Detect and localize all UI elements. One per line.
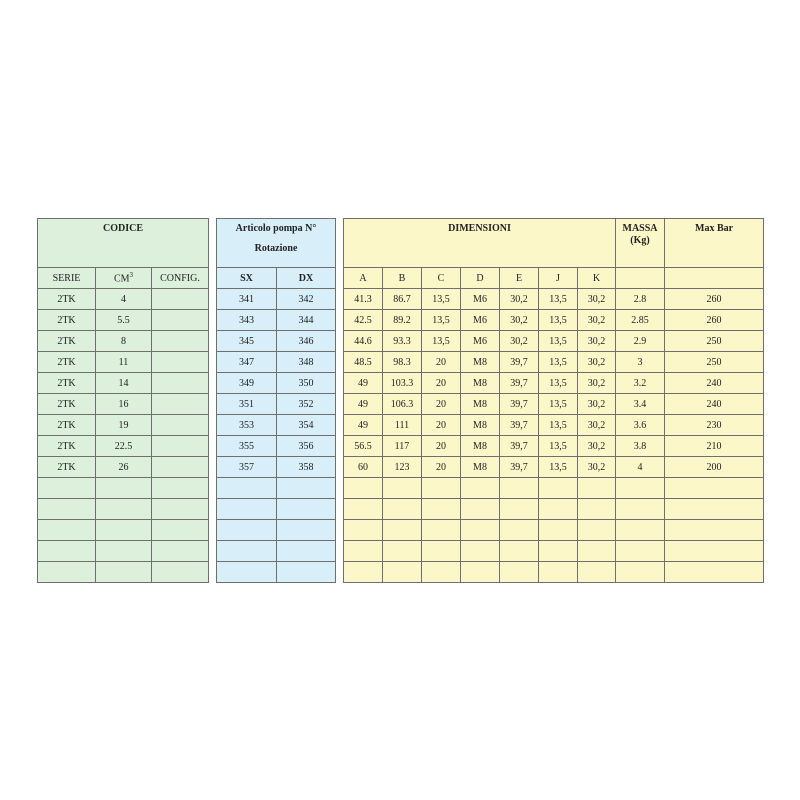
- codice-cell: [96, 520, 152, 541]
- dimensioni-cell: 39,7: [500, 352, 539, 373]
- articolo-cell: [277, 520, 336, 541]
- dimensioni-cell: 260: [665, 310, 764, 331]
- codice-cell: [152, 310, 209, 331]
- table-row: [217, 436, 336, 457]
- codice-cell: [152, 457, 209, 478]
- articolo-cell: 341: [217, 289, 277, 310]
- dimensioni-cell: 13,5: [539, 373, 578, 394]
- header-serie: SERIE: [38, 268, 96, 289]
- articolo-cell: [217, 520, 277, 541]
- table-row: [38, 331, 209, 352]
- dimensioni-cell: 4: [616, 457, 665, 478]
- dimensioni-cell: 30,2: [500, 331, 539, 352]
- table-row: [38, 394, 209, 415]
- dimensioni-cell: 106.3: [383, 394, 422, 415]
- dimensioni-cell: M8: [461, 352, 500, 373]
- table-row: [217, 541, 336, 562]
- codice-cell: [38, 541, 96, 562]
- codice-cell: 2TK: [38, 331, 96, 352]
- dimensioni-cell: 20: [422, 436, 461, 457]
- dimensioni-cell: [422, 499, 461, 520]
- codice-cell: 19: [96, 415, 152, 436]
- table-row: [217, 415, 336, 436]
- dimensioni-cell: [500, 499, 539, 520]
- dimensioni-cell: 13,5: [539, 310, 578, 331]
- codice-cell: 16: [96, 394, 152, 415]
- dimensioni-cell: [500, 478, 539, 499]
- dimensioni-cell: 30,2: [500, 289, 539, 310]
- codice-cell: [152, 499, 209, 520]
- dimensioni-cell: [539, 541, 578, 562]
- dimensioni-header-cell: E: [500, 268, 539, 289]
- dimensioni-cell: 13,5: [539, 394, 578, 415]
- header-cm3: $CM^3$: [96, 268, 152, 289]
- dimensioni-cell: 93.3: [383, 331, 422, 352]
- dimensioni-cell: 98.3: [383, 352, 422, 373]
- articolo-cell: 351: [217, 394, 277, 415]
- codice-cell: [152, 289, 209, 310]
- dimensioni-cell: [422, 478, 461, 499]
- codice-cell: [152, 331, 209, 352]
- articolo-cell: 342: [277, 289, 336, 310]
- dimensioni-cell: 30,2: [500, 310, 539, 331]
- dimensioni-cell: 39,7: [500, 436, 539, 457]
- table-row: [217, 562, 336, 583]
- dimensioni-cell: 39,7: [500, 415, 539, 436]
- codice-cell: 14: [96, 373, 152, 394]
- codice-cell: [152, 415, 209, 436]
- dimensioni-header-cell: D: [461, 268, 500, 289]
- dimensioni-cell: [422, 520, 461, 541]
- dimensioni-header-cell: [665, 268, 764, 289]
- dimensioni-cell: 210: [665, 436, 764, 457]
- maxbar-header: Max Bar: [665, 219, 764, 268]
- dimensioni-cell: 20: [422, 352, 461, 373]
- dimensioni-cell: 20: [422, 415, 461, 436]
- dimensioni-cell: M8: [461, 415, 500, 436]
- table-row: [217, 289, 336, 310]
- articolo-cell: 357: [217, 457, 277, 478]
- dimensioni-header-cell: [616, 268, 665, 289]
- articolo-title: Articolo pompa N°: [235, 223, 317, 234]
- articolo-cell: 352: [277, 394, 336, 415]
- articolo-cell: 349: [217, 373, 277, 394]
- codice-cell: 2TK: [38, 394, 96, 415]
- dimensioni-cell: [344, 520, 383, 541]
- dimensioni-cell: [578, 478, 616, 499]
- dimensioni-cell: M8: [461, 457, 500, 478]
- dimensioni-cell: [461, 478, 500, 499]
- dimensioni-cell: [383, 499, 422, 520]
- table-row: [38, 352, 209, 373]
- codice-cell: 2TK: [38, 310, 96, 331]
- dimensioni-cell: [665, 499, 764, 520]
- dimensioni-cell: 240: [665, 373, 764, 394]
- dimensioni-cell: 56.5: [344, 436, 383, 457]
- codice-table: [37, 218, 209, 583]
- codice-cell: [38, 478, 96, 499]
- dimensioni-cell: 30,2: [578, 415, 616, 436]
- massa-title: MASSA: [622, 223, 658, 234]
- dimensioni-cell: [616, 499, 665, 520]
- dimensioni-cell: [344, 499, 383, 520]
- codice-cell: [96, 478, 152, 499]
- dimensioni-cell: 30,2: [578, 457, 616, 478]
- codice-cell: [96, 499, 152, 520]
- dimensioni-cell: [616, 541, 665, 562]
- dimensioni-header-cell: B: [383, 268, 422, 289]
- dimensioni-cell: 250: [665, 331, 764, 352]
- dimensioni-cell: [383, 541, 422, 562]
- rotazione-label: Rotazione: [254, 243, 298, 254]
- dimensioni-cell: 30,2: [578, 394, 616, 415]
- codice-cell: 26: [96, 457, 152, 478]
- dimensioni-cell: [344, 562, 383, 583]
- dimensioni-cell: [461, 541, 500, 562]
- dimensioni-cell: 30,2: [578, 352, 616, 373]
- codice-cell: 2TK: [38, 289, 96, 310]
- dimensioni-cell: 42.5: [344, 310, 383, 331]
- dimensioni-cell: 41.3: [344, 289, 383, 310]
- table-row: [38, 541, 209, 562]
- dimensioni-cell: [461, 520, 500, 541]
- codice-cell: 2TK: [38, 415, 96, 436]
- dimensioni-cell: 117: [383, 436, 422, 457]
- table-row: [344, 415, 764, 436]
- dimensioni-cell: 39,7: [500, 394, 539, 415]
- table-row: [344, 394, 764, 415]
- dimensioni-cell: M6: [461, 310, 500, 331]
- table-row: [217, 373, 336, 394]
- dimensioni-cell: 123: [383, 457, 422, 478]
- articolo-cell: 344: [277, 310, 336, 331]
- articolo-cell: 353: [217, 415, 277, 436]
- dimensioni-cell: M8: [461, 373, 500, 394]
- dimensioni-cell: [539, 520, 578, 541]
- dimensioni-cell: 111: [383, 415, 422, 436]
- codice-title: CODICE: [38, 219, 209, 268]
- dimensioni-header-cell: K: [578, 268, 616, 289]
- massa-header: [616, 219, 665, 268]
- dimensioni-header-cell: J: [539, 268, 578, 289]
- table-row: [38, 373, 209, 394]
- codice-cell: 4: [96, 289, 152, 310]
- dimensioni-cell: 30,2: [578, 310, 616, 331]
- header-dx: DX: [277, 268, 336, 289]
- articolo-cell: 347: [217, 352, 277, 373]
- table-row: [217, 352, 336, 373]
- dimensioni-cell: 2.8: [616, 289, 665, 310]
- table-row: [217, 520, 336, 541]
- dimensioni-cell: M6: [461, 331, 500, 352]
- codice-cell: [96, 541, 152, 562]
- articolo-header: [217, 219, 336, 268]
- table-row: [344, 457, 764, 478]
- articolo-cell: [277, 478, 336, 499]
- dimensioni-cell: [422, 562, 461, 583]
- dimensioni-cell: M8: [461, 436, 500, 457]
- dimensioni-cell: [383, 478, 422, 499]
- articolo-cell: [277, 541, 336, 562]
- dimensioni-header-cell: A: [344, 268, 383, 289]
- codice-cell: [152, 352, 209, 373]
- dimensioni-cell: [665, 478, 764, 499]
- dimensioni-cell: 3.2: [616, 373, 665, 394]
- dimensioni-cell: 48.5: [344, 352, 383, 373]
- table-row: [344, 310, 764, 331]
- table-row: [38, 499, 209, 520]
- articolo-cell: [277, 499, 336, 520]
- articolo-cell: [217, 541, 277, 562]
- codice-cell: [96, 562, 152, 583]
- dimensioni-cell: 89.2: [383, 310, 422, 331]
- dimensioni-cell: M8: [461, 394, 500, 415]
- dimensioni-cell: 2.9: [616, 331, 665, 352]
- dimensioni-cell: 2.85: [616, 310, 665, 331]
- massa-unit: (Kg): [630, 235, 650, 246]
- dimensioni-header-cell: C: [422, 268, 461, 289]
- codice-cell: [38, 520, 96, 541]
- dimensioni-cell: 13,5: [422, 310, 461, 331]
- dimensioni-cell: [578, 520, 616, 541]
- articolo-table: [216, 218, 336, 583]
- codice-cell: 2TK: [38, 352, 96, 373]
- codice-cell: [152, 478, 209, 499]
- codice-cell: [152, 520, 209, 541]
- dimensioni-cell: [539, 478, 578, 499]
- articolo-cell: 358: [277, 457, 336, 478]
- dimensioni-cell: [616, 520, 665, 541]
- codice-cell: 8: [96, 331, 152, 352]
- articolo-cell: [217, 499, 277, 520]
- articolo-cell: [217, 478, 277, 499]
- table-row: [217, 310, 336, 331]
- dimensioni-cell: 20: [422, 373, 461, 394]
- dimensioni-cell: 13,5: [539, 352, 578, 373]
- articolo-cell: [217, 562, 277, 583]
- articolo-cell: 348: [277, 352, 336, 373]
- articolo-cell: [277, 562, 336, 583]
- table-row: [217, 457, 336, 478]
- dimensioni-cell: [665, 541, 764, 562]
- dimensioni-cell: 3.6: [616, 415, 665, 436]
- dimensioni-cell: [539, 562, 578, 583]
- dimensioni-cell: [344, 478, 383, 499]
- codice-cell: [38, 499, 96, 520]
- codice-cell: [38, 562, 96, 583]
- codice-cell: 5.5: [96, 310, 152, 331]
- table-row: [344, 352, 764, 373]
- header-sx: SX: [217, 268, 277, 289]
- dimensioni-cell: [665, 562, 764, 583]
- articolo-cell: 350: [277, 373, 336, 394]
- dimensioni-cell: [383, 520, 422, 541]
- dimensioni-cell: 39,7: [500, 373, 539, 394]
- dimensioni-cell: 3.4: [616, 394, 665, 415]
- dimensioni-cell: 30,2: [578, 331, 616, 352]
- dimensioni-cell: [461, 499, 500, 520]
- dimensioni-cell: [500, 562, 539, 583]
- dimensioni-cell: [461, 562, 500, 583]
- header-config: CONFIG.: [152, 268, 209, 289]
- dimensioni-cell: 103.3: [383, 373, 422, 394]
- articolo-cell: 354: [277, 415, 336, 436]
- dimensioni-cell: [578, 499, 616, 520]
- articolo-cell: 355: [217, 436, 277, 457]
- table-row: [217, 394, 336, 415]
- dimensioni-cell: 13,5: [539, 331, 578, 352]
- codice-cell: 2TK: [38, 457, 96, 478]
- table-row: [344, 562, 764, 583]
- table-row: [344, 478, 764, 499]
- table-row: [344, 499, 764, 520]
- dimensioni-cell: 13,5: [539, 436, 578, 457]
- table-row: [217, 478, 336, 499]
- codice-cell: 11: [96, 352, 152, 373]
- dimensioni-cell: 3.8: [616, 436, 665, 457]
- codice-cell: 22.5: [96, 436, 152, 457]
- codice-cell: [152, 562, 209, 583]
- table-row: [344, 289, 764, 310]
- table-row: [217, 499, 336, 520]
- table-row: [344, 541, 764, 562]
- dimensioni-cell: M6: [461, 289, 500, 310]
- dimensioni-cell: 86.7: [383, 289, 422, 310]
- dimensioni-cell: 13,5: [422, 289, 461, 310]
- dimensioni-cell: [616, 478, 665, 499]
- codice-cell: [152, 541, 209, 562]
- dimensioni-cell: [500, 520, 539, 541]
- codice-cell: [152, 436, 209, 457]
- codice-cell: [152, 373, 209, 394]
- dimensioni-cell: [539, 499, 578, 520]
- dimensioni-cell: 260: [665, 289, 764, 310]
- dimensioni-cell: 250: [665, 352, 764, 373]
- dimensioni-cell: [422, 541, 461, 562]
- dimensioni-cell: [616, 562, 665, 583]
- codice-cell: 2TK: [38, 436, 96, 457]
- table-row: [38, 457, 209, 478]
- articolo-cell: 346: [277, 331, 336, 352]
- dimensioni-cell: 49: [344, 415, 383, 436]
- articolo-cell: 356: [277, 436, 336, 457]
- dimensioni-title: DIMENSIONI: [344, 219, 616, 268]
- dimensioni-cell: 60: [344, 457, 383, 478]
- table-row: [344, 436, 764, 457]
- dimensioni-table: [343, 218, 764, 583]
- dimensioni-cell: 13,5: [539, 289, 578, 310]
- dimensioni-cell: 49: [344, 373, 383, 394]
- dimensioni-cell: 13,5: [539, 457, 578, 478]
- table-row: [38, 520, 209, 541]
- dimensioni-cell: [500, 541, 539, 562]
- dimensioni-cell: [578, 541, 616, 562]
- dimensioni-cell: 30,2: [578, 289, 616, 310]
- dimensioni-cell: 39,7: [500, 457, 539, 478]
- table-row: [38, 289, 209, 310]
- dimensioni-cell: 20: [422, 394, 461, 415]
- table-row: [38, 310, 209, 331]
- dimensioni-cell: 30,2: [578, 436, 616, 457]
- codice-cell: [152, 394, 209, 415]
- dimensioni-cell: [665, 520, 764, 541]
- table-row: [38, 415, 209, 436]
- dimensioni-cell: [578, 562, 616, 583]
- dimensioni-cell: 13,5: [539, 415, 578, 436]
- table-row: [38, 562, 209, 583]
- dimensioni-cell: 20: [422, 457, 461, 478]
- table-row: [344, 373, 764, 394]
- dimensioni-cell: 200: [665, 457, 764, 478]
- dimensioni-cell: [344, 541, 383, 562]
- table-row: [38, 478, 209, 499]
- table-row: [344, 331, 764, 352]
- articolo-cell: 343: [217, 310, 277, 331]
- dimensioni-cell: 49: [344, 394, 383, 415]
- dimensioni-cell: 13,5: [422, 331, 461, 352]
- articolo-cell: 345: [217, 331, 277, 352]
- dimensioni-cell: 240: [665, 394, 764, 415]
- table-row: [38, 436, 209, 457]
- table-row: [217, 331, 336, 352]
- dimensioni-cell: 230: [665, 415, 764, 436]
- dimensioni-cell: [383, 562, 422, 583]
- dimensioni-cell: 44.6: [344, 331, 383, 352]
- dimensioni-cell: 3: [616, 352, 665, 373]
- dimensioni-cell: 30,2: [578, 373, 616, 394]
- codice-cell: 2TK: [38, 373, 96, 394]
- table-row: [344, 520, 764, 541]
